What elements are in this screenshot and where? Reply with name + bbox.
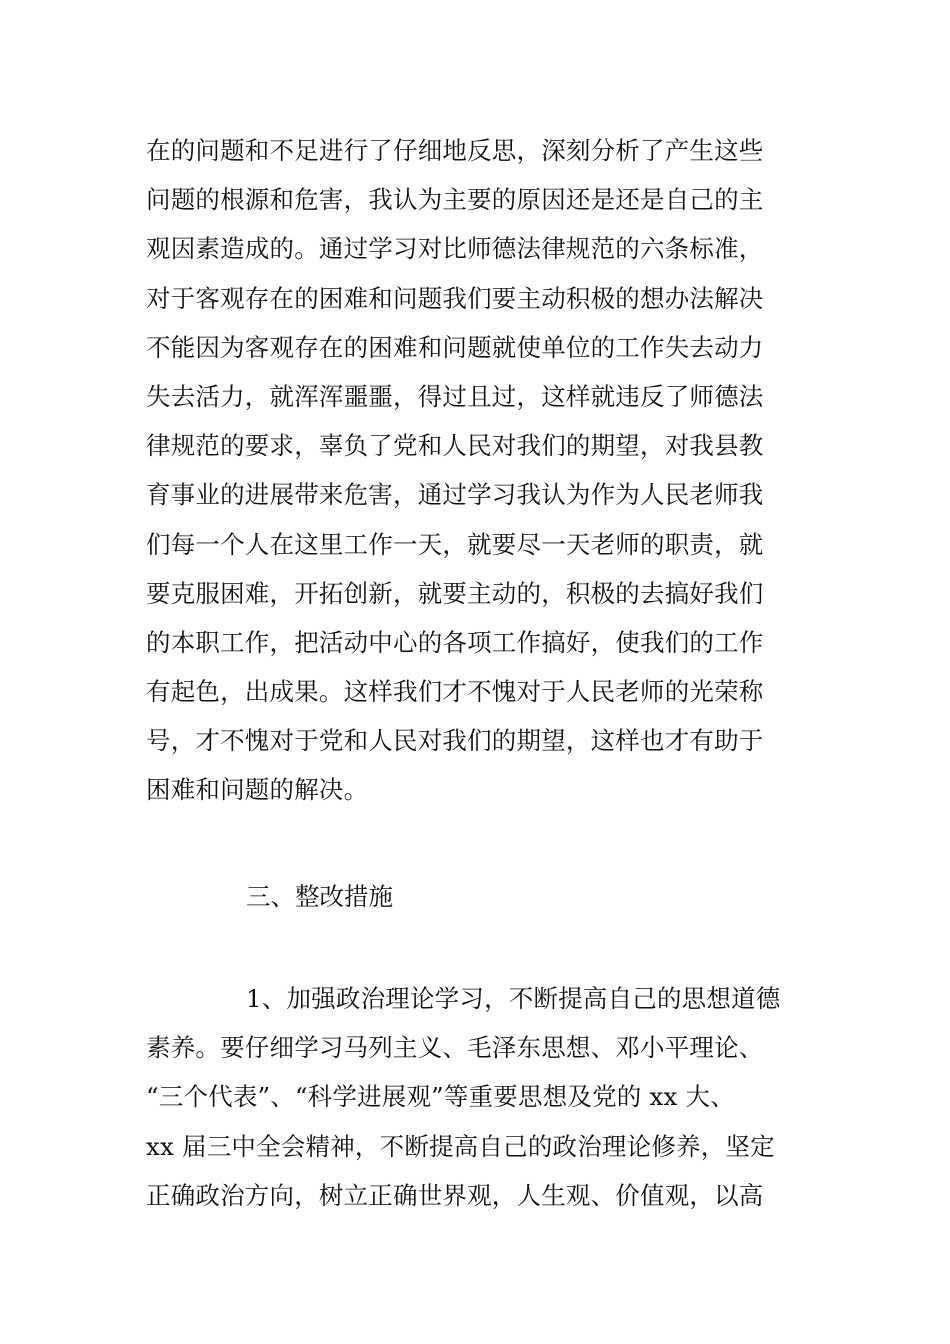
text-line: 困难和问题的解决。: [146, 775, 369, 805]
text-line: 律规范的要求，辜负了党和人民对我们的期望，对我县教: [146, 431, 764, 461]
measures-paragraph: [146, 974, 826, 1220]
text-line: xx 届三中全会精神，不断提高自己的政治理论修养，坚定: [146, 1131, 775, 1161]
text-line: 对于客观存在的困难和问题我们要主动积极的想办法解决: [146, 283, 764, 313]
text-line: 问题的根源和危害，我认为主要的原因还是还是自己的主: [146, 185, 764, 215]
text-line: 失去活力，就浑浑噩噩，得过且过，这样就违反了师德法: [146, 381, 764, 411]
text-line: 素养。要仔细学习马列主义、毛泽东思想、邓小平理论、: [146, 1033, 764, 1063]
text-line: 在的问题和不足进行了仔细地反思，深刻分析了产生这些: [146, 136, 764, 165]
text-line: 正确政治方向，树立正确世界观，人生观、价值观，以高: [146, 1180, 764, 1210]
text-line: 育事业的进展带来危害，通过学习我认为作为人民老师我: [146, 480, 764, 510]
text-line: 不能因为客观存在的困难和问题就使单位的工作失去动力: [146, 332, 764, 362]
text-line-first: 1、加强政治理论学习，不断提高自己的思想道德: [246, 984, 781, 1013]
text-line: 们每一个人在这里工作一天，就要尽一天老师的职责，就: [146, 529, 764, 559]
section-heading: 三、整改措施: [246, 882, 393, 911]
text-line: “三个代表”、“科学进展观”等重要思想及党的 xx 大、: [146, 1082, 735, 1112]
text-line: 有起色，出成果。这样我们才不愧对于人民老师的光荣称: [146, 677, 764, 707]
body-paragraph: [146, 126, 826, 815]
text-line: 号，才不愧对于党和人民对我们的期望，这样也才有助于: [146, 726, 764, 756]
text-line: 要克服困难，开拓创新，就要主动的，积极的去搞好我们: [146, 578, 764, 608]
text-line: 的本职工作，把活动中心的各项工作搞好，使我们的工作: [146, 627, 764, 657]
text-line: 观因素造成的。通过学习对比师德法律规范的六条标准，: [146, 234, 764, 264]
